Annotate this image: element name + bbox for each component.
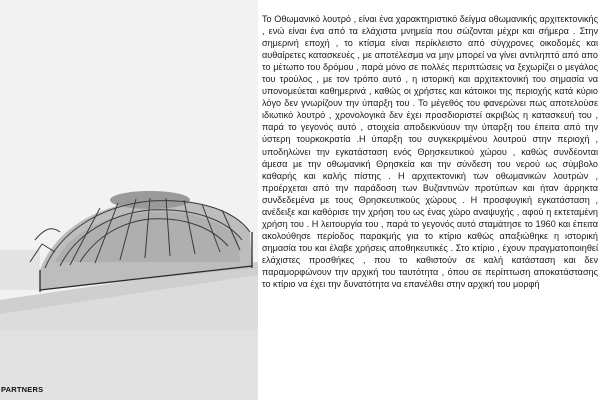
dome-illustration (0, 0, 258, 400)
brand-label: PARTNERS (1, 385, 44, 394)
article-body: Το Οθωμανικό λουτρό , είναι ένα χαρακτηριστικό δείγμα οθωμανικής αρχιτεκτονικής , ενώ είναι ένα από τα ελάχιστα μνημεία που σώζονται μέχρι και σήμερα . Στην σημερινή εποχή , το κτίσμα είναι περίκλειστο από σύγχρονες οικοδομές και αυθαίρετες κατασκευές , με αποτέλεσμα να μην μπορεί να γίνει αντιληπτό από απο το μέτωπο του δρόμου , παρά μόνο σε πολλές περιπτώσεις να ξεχωρίζει ο μεγάλος του τρούλος , με τον τρόπο αυτό , η ιστορική και αρχιτεκτονική του σημασία να υπονομεύεται καθημερινά , καθώς οι χρήστες και κάτοικοι της περιοχής κατά κύριο λόγο δεν γνωρίζουν την ύπαρξη του . Το μέγεθός του φανερώνει πως αποτελούσε ιδιωτικό λουτρό , χρονολογικά δεν έχει προσδιοριστεί ακριβώς η κατασκευή του , παρά το γεγονός αυτό , στοιχεία αποδεικνύουν την ύπαρξη του έπειτα από την ύστερη τουρκοκρατία .Η ύπαρξη του συγκεκριμένου λουτρού στην περιοχή , υποδηλώνει την εγκατάσταση ενός Θρησκευτικού χώρου , καθώς συνδέονται άμεσα με την οθωμανική Θρησκεία και την σύνδεση του νερού ως σύμβολο καθαρής και καλής πίστης . Η αρχιτεκτονική των οθωμανικών λουτρών , προέρχεται από την παράδοση των Βυζαντινών προτύπων και ήταν άρρηκτα συνδεδεμένα με τους Θρησκευτικούς χώρους . Η προσφυγική εγκατάσταση , ανέδειξε και καθόρισε την χρήση του ως ένας χώρο αναψυχής , αφού η εκτεταμένη χρήση του . Η λειτουργία του , παρά το γεγονός αυτό σταμάτησε το 1960 και έπειτα ακολούθησε περίοδος παρακμής για το κτίριο καθώς απαξιώθηκε η ιστορική σημασία του και έλαβε χρήσεις αποθηκευτικές . Στο κτίριο , έχουν πραγματοποιηθεί ελάχιστες προσθήκες , που το καθιστούν σε καλή κατάσταση και δεν παραμορφώνουν την αρχική του ταυτότητα , όπου σε περίπτωση αποκατάστασης το κτίριο να έχει την δυνατότητα να επανέλθει στην αρχική του μορφή (262, 14, 598, 290)
dome-photo (0, 0, 258, 400)
article-text (262, 13, 598, 290)
